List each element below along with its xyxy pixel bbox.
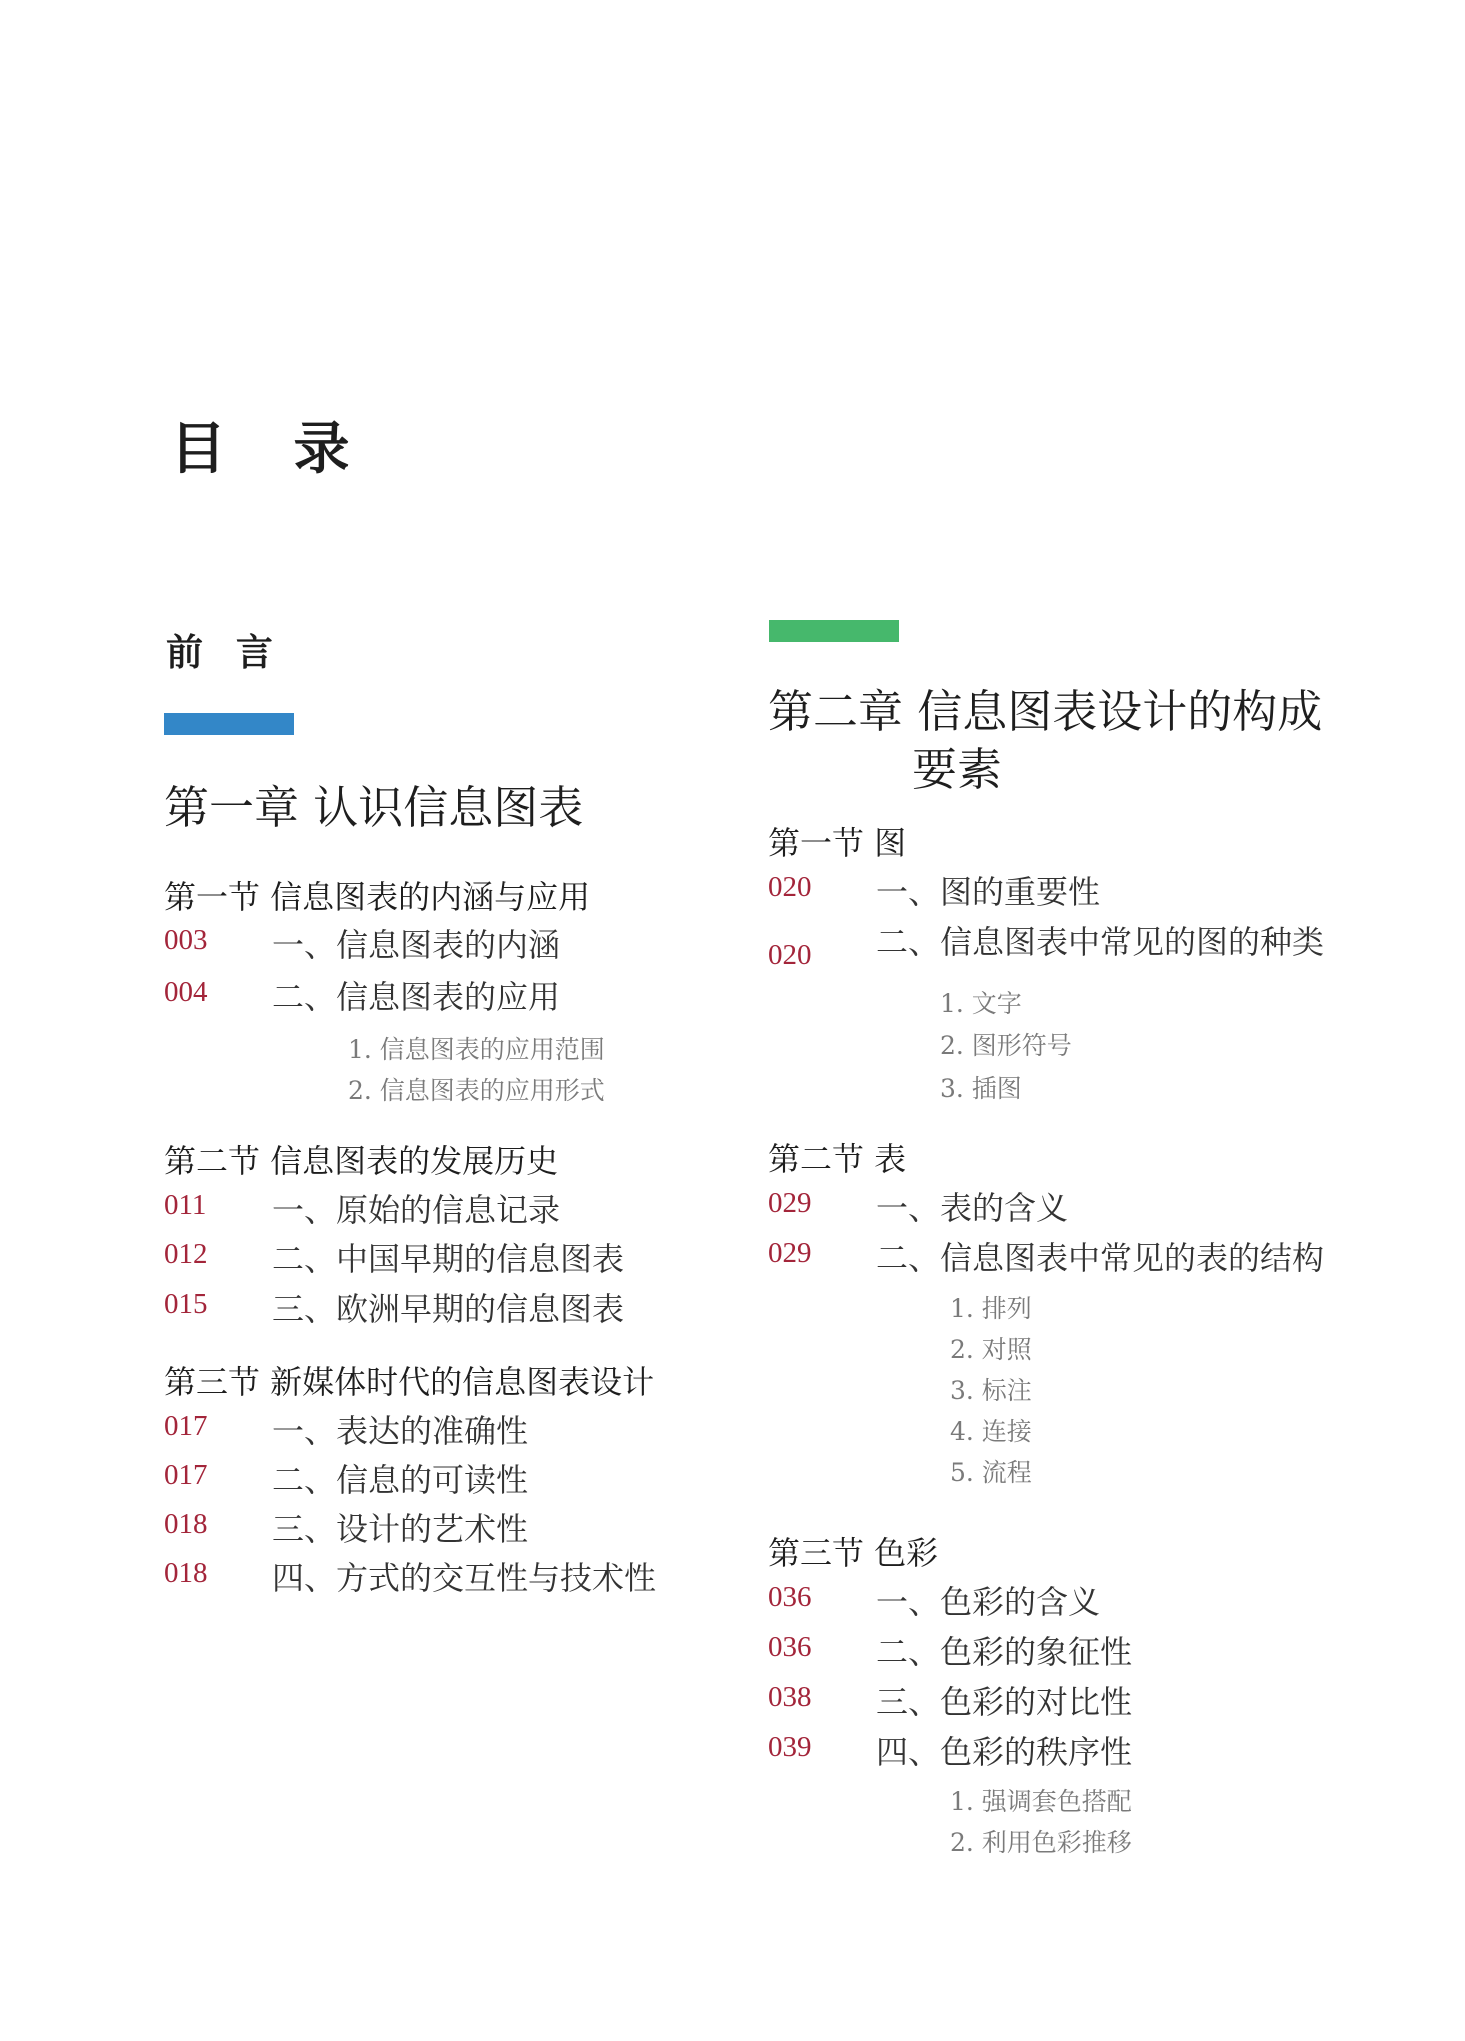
toc-subitem[interactable]: 2. 对照 bbox=[950, 1335, 1032, 1364]
toc-page-number: 020 bbox=[768, 939, 812, 971]
chapter-2-title[interactable]: 第二章 信息图表设计的构成 bbox=[768, 685, 1323, 738]
toc-item[interactable]: 一、原始的信息记录 bbox=[272, 1191, 561, 1229]
chapter-2-section-3-title[interactable]: 第三节 色彩 bbox=[768, 1534, 939, 1572]
toc-preface[interactable]: 前 言 bbox=[166, 630, 283, 674]
toc-subitem[interactable]: 3. 插图 bbox=[940, 1074, 1022, 1103]
chapter-2-title-continued[interactable]: 要素 bbox=[912, 743, 1003, 796]
toc-item[interactable]: 二、信息图表中常见的图的种类 bbox=[876, 923, 1325, 961]
toc-page-number: 004 bbox=[164, 976, 208, 1008]
toc-item[interactable]: 一、表的含义 bbox=[876, 1189, 1069, 1227]
toc-item[interactable]: 一、表达的准确性 bbox=[272, 1412, 529, 1450]
toc-item[interactable]: 二、中国早期的信息图表 bbox=[272, 1240, 625, 1278]
toc-page-number: 015 bbox=[164, 1288, 208, 1320]
toc-page-number: 036 bbox=[768, 1631, 812, 1663]
toc-item[interactable]: 四、方式的交互性与技术性 bbox=[272, 1559, 657, 1597]
toc-item[interactable]: 二、信息的可读性 bbox=[272, 1461, 529, 1499]
chapter-1-section-3-title[interactable]: 第三节 新媒体时代的信息图表设计 bbox=[164, 1363, 655, 1401]
chapter-2-section-2-title[interactable]: 第二节 表 bbox=[768, 1140, 907, 1178]
page-title: 目 录 bbox=[170, 416, 374, 482]
toc-page-number: 039 bbox=[768, 1731, 812, 1763]
toc-item[interactable]: 三、设计的艺术性 bbox=[272, 1510, 529, 1548]
toc-page-number: 038 bbox=[768, 1681, 812, 1713]
toc-subitem[interactable]: 4. 连接 bbox=[950, 1417, 1032, 1446]
toc-item[interactable]: 一、图的重要性 bbox=[876, 873, 1101, 911]
chapter-1-title[interactable]: 第一章 认识信息图表 bbox=[164, 781, 584, 834]
toc-page-number: 020 bbox=[768, 871, 812, 903]
chapter-1-section-1-title[interactable]: 第一节 信息图表的内涵与应用 bbox=[164, 878, 591, 916]
toc-page-number: 017 bbox=[164, 1459, 208, 1491]
chapter-1-section-2-title[interactable]: 第二节 信息图表的发展历史 bbox=[164, 1142, 559, 1180]
toc-item[interactable]: 二、信息图表的应用 bbox=[272, 978, 561, 1016]
toc-subitem[interactable]: 1. 强调套色搭配 bbox=[950, 1787, 1132, 1816]
toc-item[interactable]: 二、信息图表中常见的表的结构 bbox=[876, 1239, 1325, 1277]
toc-item[interactable]: 三、色彩的对比性 bbox=[876, 1683, 1133, 1721]
toc-page-number: 017 bbox=[164, 1410, 208, 1442]
toc-page-number: 011 bbox=[164, 1189, 207, 1221]
toc-item[interactable]: 一、信息图表的内涵 bbox=[272, 926, 561, 964]
toc-subitem[interactable]: 3. 标注 bbox=[950, 1376, 1032, 1405]
toc-subitem[interactable]: 1. 信息图表的应用范围 bbox=[348, 1035, 605, 1064]
toc-item[interactable]: 三、欧洲早期的信息图表 bbox=[272, 1290, 625, 1328]
chapter-2-section-1-title[interactable]: 第一节 图 bbox=[768, 824, 907, 862]
chapter-2-color-bar bbox=[769, 620, 899, 642]
toc-subitem[interactable]: 2. 利用色彩推移 bbox=[950, 1828, 1132, 1857]
toc-page-number: 012 bbox=[164, 1238, 208, 1270]
chapter-1-color-bar bbox=[164, 713, 294, 735]
toc-subitem[interactable]: 2. 信息图表的应用形式 bbox=[348, 1076, 605, 1105]
toc-item[interactable]: 一、色彩的含义 bbox=[876, 1583, 1101, 1621]
toc-page-number: 029 bbox=[768, 1187, 812, 1219]
toc-subitem[interactable]: 5. 流程 bbox=[950, 1458, 1032, 1487]
toc-subitem[interactable]: 2. 图形符号 bbox=[940, 1031, 1072, 1060]
toc-page-number: 036 bbox=[768, 1581, 812, 1613]
toc-page-number: 003 bbox=[164, 924, 208, 956]
toc-item[interactable]: 二、色彩的象征性 bbox=[876, 1633, 1133, 1671]
toc-subitem[interactable]: 1. 文字 bbox=[940, 989, 1022, 1018]
toc-subitem[interactable]: 1. 排列 bbox=[950, 1294, 1032, 1323]
toc-page-number: 029 bbox=[768, 1237, 812, 1269]
toc-page-number: 018 bbox=[164, 1508, 208, 1540]
toc-page-number: 018 bbox=[164, 1557, 208, 1589]
toc-item[interactable]: 四、色彩的秩序性 bbox=[876, 1733, 1133, 1771]
